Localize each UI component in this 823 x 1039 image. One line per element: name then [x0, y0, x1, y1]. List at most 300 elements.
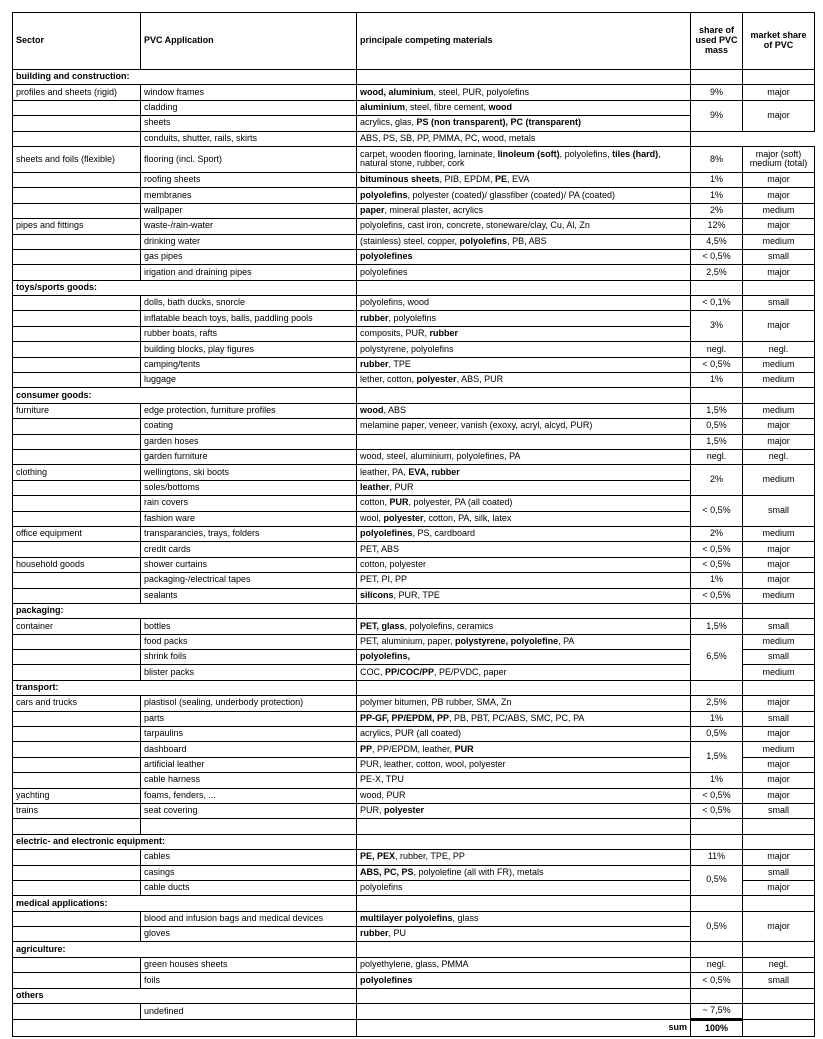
market-cell: major — [743, 265, 815, 280]
share-cell: 1% — [691, 711, 743, 726]
market-cell: medium — [743, 665, 815, 680]
application-cell: parts — [141, 711, 357, 726]
table-row — [13, 973, 815, 988]
material-text: polyester — [416, 374, 457, 385]
share-cell — [691, 834, 743, 849]
sector-cell — [13, 1004, 141, 1020]
materials-cell — [357, 511, 691, 526]
material-text: PE — [495, 174, 508, 185]
material-text: , polyolefins, — [559, 148, 613, 159]
market-cell: medium — [743, 203, 815, 218]
sector-cell: household goods — [13, 557, 141, 572]
material-text: , polyolefins, ceramics — [404, 620, 494, 631]
sector-cell — [13, 100, 141, 115]
material-text: PS (non transparent), PC (transparent) — [416, 117, 582, 128]
material-text: leather, PA, — [360, 466, 409, 477]
table-row — [13, 742, 815, 757]
materials-cell — [357, 203, 691, 218]
share-cell: 4,5% — [691, 234, 743, 249]
table-row — [13, 957, 815, 972]
application-cell: camping/tents — [141, 357, 357, 372]
material-text: cotton, polyester — [360, 558, 427, 569]
sector-cell — [13, 449, 141, 464]
material-text: polyester — [384, 805, 425, 816]
sector-cell — [13, 742, 141, 757]
material-text: , glass — [452, 912, 479, 923]
table-row — [13, 342, 815, 357]
materials-cell — [357, 711, 691, 726]
share-cell: 6,5% — [691, 634, 743, 680]
market-cell: small — [743, 711, 815, 726]
share-cell: 2% — [691, 465, 743, 496]
materials-cell — [357, 573, 691, 588]
market-cell — [743, 988, 815, 1003]
material-text: PET, aluminium, paper, — [360, 635, 456, 646]
material-text: , PU — [388, 928, 407, 939]
application-cell: coating — [141, 419, 357, 434]
application-cell: credit cards — [141, 542, 357, 557]
table-row — [13, 573, 815, 588]
market-cell: major — [743, 419, 815, 434]
material-text: polyolefines — [360, 266, 408, 277]
sector-group-row — [13, 280, 815, 295]
header-row — [13, 13, 815, 70]
market-cell: major — [743, 311, 815, 342]
share-cell: 1% — [691, 188, 743, 203]
share-cell — [691, 942, 743, 957]
market-cell — [743, 603, 815, 618]
share-cell: < 0,5% — [691, 803, 743, 818]
table-row — [13, 803, 815, 818]
blank-cell — [141, 819, 357, 834]
material-text: paper — [360, 204, 385, 215]
market-cell: major — [743, 788, 815, 803]
market-cell — [743, 70, 815, 85]
material-text: polyolefins, cast iron, concrete, stoneware/clay, Cu, Al, Zn — [360, 220, 590, 231]
materials-cell — [357, 542, 691, 557]
market-cell: medium — [743, 526, 815, 541]
market-cell: medium — [743, 403, 815, 418]
application-cell: conduits, shutter, rails, skirts — [141, 131, 357, 146]
material-text: PP/COC/PP — [385, 666, 435, 677]
material-text: rubber — [360, 358, 389, 369]
share-cell: 12% — [691, 219, 743, 234]
materials-cell — [357, 146, 691, 172]
table-row — [13, 373, 815, 388]
application-cell: sheets — [141, 116, 357, 131]
application-cell: packaging-/electrical tapes — [141, 573, 357, 588]
share-cell — [691, 388, 743, 403]
share-cell: < 0,5% — [691, 973, 743, 988]
application-cell: green houses sheets — [141, 957, 357, 972]
table-row — [13, 219, 815, 234]
materials-cell — [357, 911, 691, 926]
materials-cell — [357, 449, 691, 464]
sector-group-label: agriculture: — [13, 942, 357, 957]
share-cell: 2% — [691, 526, 743, 541]
sector-cell: office equipment — [13, 526, 141, 541]
share-cell: 0,5% — [691, 419, 743, 434]
material-text: , PUR, TPE — [393, 589, 440, 600]
blank-cell — [691, 819, 743, 834]
material-text: (stainless) steel, copper, — [360, 235, 460, 246]
sector-cell — [13, 265, 141, 280]
market-cell: small — [743, 296, 815, 311]
share-cell: 2% — [691, 203, 743, 218]
market-cell — [743, 942, 815, 957]
materials-cell — [357, 757, 691, 772]
table-row — [13, 203, 815, 218]
market-cell: medium — [743, 634, 815, 649]
material-text: rubber — [429, 328, 459, 339]
material-text: PUR — [454, 743, 474, 754]
material-text: EVA, rubber — [408, 466, 460, 477]
sector-cell: pipes and fittings — [13, 219, 141, 234]
share-cell: 11% — [691, 850, 743, 865]
market-cell: major — [743, 542, 815, 557]
sector-cell — [13, 865, 141, 880]
table-row — [13, 634, 815, 649]
application-cell: foils — [141, 973, 357, 988]
material-text: composits, PUR, — [360, 328, 430, 339]
materials-cell — [357, 311, 691, 326]
application-cell: rubber boats, rafts — [141, 326, 357, 341]
materials-cell — [357, 465, 691, 480]
materials-cell — [357, 172, 691, 187]
market-cell — [743, 680, 815, 695]
share-cell: < 0,5% — [691, 542, 743, 557]
share-cell — [691, 70, 743, 85]
materials-cell — [357, 634, 691, 649]
sector-cell — [13, 373, 141, 388]
header-application: PVC Application — [141, 13, 357, 70]
market-cell: major — [743, 100, 815, 131]
materials-cell — [357, 896, 691, 911]
table-row — [13, 311, 815, 326]
table-row — [13, 419, 815, 434]
share-cell: < 0,5% — [691, 357, 743, 372]
materials-cell — [357, 1004, 691, 1020]
application-cell: wellingtons, ski boots — [141, 465, 357, 480]
materials-cell — [357, 388, 691, 403]
material-text: , ABS — [383, 405, 407, 416]
material-text: multilayer polyolefins — [360, 912, 453, 923]
material-text: polyethylene, glass, PMMA — [360, 959, 469, 970]
materials-cell — [357, 70, 691, 85]
material-text: wood — [488, 102, 513, 113]
table-body — [13, 70, 815, 1037]
sum-value: 100% — [691, 1020, 743, 1036]
materials-cell — [357, 850, 691, 865]
application-cell: building blocks, play figures — [141, 342, 357, 357]
table-row — [13, 146, 815, 172]
material-text: , mineral plaster, acrylics — [384, 204, 484, 215]
pvc-applications-table — [12, 12, 815, 1037]
share-cell: 1,5% — [691, 403, 743, 418]
sector-cell: sheets and foils (flexible) — [13, 146, 141, 172]
application-cell: window frames — [141, 85, 357, 100]
material-text: aluminium — [360, 102, 406, 113]
sector-cell: furniture — [13, 403, 141, 418]
material-text: polyolefines — [360, 528, 413, 539]
sector-cell — [13, 634, 141, 649]
material-text: , cotton, PA, silk, latex — [423, 512, 512, 523]
application-cell: irigation and draining pipes — [141, 265, 357, 280]
share-cell: < 0,5% — [691, 557, 743, 572]
materials-cell — [357, 116, 691, 131]
header-sector: Sector — [13, 13, 141, 70]
material-text: polyolefins, wood — [360, 297, 430, 308]
material-text: , rubber, TPE, PP — [395, 851, 465, 862]
sector-cell — [13, 296, 141, 311]
share-cell: 1,5% — [691, 619, 743, 634]
market-cell — [743, 280, 815, 295]
sector-group-label: medical applications: — [13, 896, 357, 911]
share-cell: 0,5% — [691, 727, 743, 742]
material-text: PET, ABS — [360, 543, 400, 554]
materials-cell — [357, 680, 691, 695]
material-text: , polyester (coated)/ glassfiber (coated)/ PA (coated) — [407, 189, 615, 200]
table-row — [13, 234, 815, 249]
table-row — [13, 296, 815, 311]
share-cell: 2,5% — [691, 265, 743, 280]
sector-cell — [13, 711, 141, 726]
materials-cell — [357, 603, 691, 618]
materials-cell — [357, 665, 691, 680]
share-cell: 9% — [691, 85, 743, 100]
material-text: linoleum (soft) — [497, 148, 560, 159]
market-cell — [743, 834, 815, 849]
sector-cell — [13, 203, 141, 218]
material-text: wood, PUR — [360, 789, 406, 800]
sector-cell — [13, 927, 141, 942]
material-text: polyolefins, — [360, 651, 411, 662]
sector-group-label: others — [13, 988, 357, 1003]
market-cell: major — [743, 434, 815, 449]
material-text: rubber — [360, 312, 389, 323]
table-row — [13, 496, 815, 511]
share-cell — [691, 680, 743, 695]
sector-cell — [13, 973, 141, 988]
application-cell: waste-/rain-water — [141, 219, 357, 234]
application-cell: garden hoses — [141, 434, 357, 449]
application-cell: blood and infusion bags and medical devices — [141, 911, 357, 926]
market-cell: medium — [743, 588, 815, 603]
application-cell: food packs — [141, 634, 357, 649]
application-cell: drinking water — [141, 234, 357, 249]
materials-cell — [357, 957, 691, 972]
materials-cell — [357, 834, 691, 849]
sum-label: sum — [357, 1020, 691, 1036]
blank-row — [13, 819, 815, 834]
application-cell: artificial leather — [141, 757, 357, 772]
material-text: PP — [360, 743, 373, 754]
application-cell: cables — [141, 850, 357, 865]
materials-cell — [357, 880, 691, 895]
materials-cell — [357, 973, 691, 988]
sector-cell — [13, 773, 141, 788]
application-cell: wallpaper — [141, 203, 357, 218]
application-cell: soles/bottoms — [141, 480, 357, 495]
sector-cell — [13, 188, 141, 203]
materials-cell — [357, 803, 691, 818]
market-cell: major — [743, 219, 815, 234]
market-cell: major — [743, 573, 815, 588]
table-row — [13, 265, 815, 280]
material-text: cotton, — [360, 497, 390, 508]
application-cell: luggage — [141, 373, 357, 388]
market-cell: medium — [743, 357, 815, 372]
table-row — [13, 788, 815, 803]
materials-cell — [357, 403, 691, 418]
materials-cell — [357, 480, 691, 495]
table-row — [13, 131, 815, 146]
material-text: polyester — [383, 512, 424, 523]
material-text: , PA — [558, 635, 575, 646]
application-cell: blister packs — [141, 665, 357, 680]
table-row — [13, 557, 815, 572]
sector-cell: profiles and sheets (rigid) — [13, 85, 141, 100]
material-text: , PUR — [389, 482, 414, 493]
material-text: melamine paper, veneer, vanish (exoxy, acryl, alcyd, PUR) — [360, 420, 593, 431]
material-text: polyolefines — [360, 251, 413, 262]
material-text: bituminous sheets — [360, 174, 440, 185]
application-cell: garden furniture — [141, 449, 357, 464]
material-text: polyolefins — [459, 235, 508, 246]
material-text: PE, PEX — [360, 851, 396, 862]
market-cell: negl. — [743, 342, 815, 357]
sector-cell — [13, 542, 141, 557]
material-text: , PP/EPDM, leather, — [372, 743, 455, 754]
table-row — [13, 1004, 815, 1020]
table-row — [13, 588, 815, 603]
market-cell: medium — [743, 373, 815, 388]
share-cell: < 0,5% — [691, 788, 743, 803]
market-cell: medium — [743, 234, 815, 249]
market-cell: small — [743, 865, 815, 880]
application-cell: casings — [141, 865, 357, 880]
application-cell: roofing sheets — [141, 172, 357, 187]
sector-group-row — [13, 896, 815, 911]
materials-cell — [357, 650, 691, 665]
application-cell: rain covers — [141, 496, 357, 511]
market-cell: major (soft) medium (total) — [743, 146, 815, 172]
application-cell: transparancies, trays, folders — [141, 526, 357, 541]
material-text: polyolefines — [360, 974, 413, 985]
application-cell: cable harness — [141, 773, 357, 788]
materials-cell — [357, 357, 691, 372]
sector-cell — [13, 665, 141, 680]
sector-cell — [13, 434, 141, 449]
share-cell — [691, 603, 743, 618]
application-cell: seat covering — [141, 803, 357, 818]
sector-cell: clothing — [13, 465, 141, 480]
blank-cell — [743, 819, 815, 834]
header-share: share of used PVC mass — [691, 13, 743, 70]
market-cell: small — [743, 619, 815, 634]
application-cell: cladding — [141, 100, 357, 115]
sector-cell — [13, 480, 141, 495]
sector-group-label: electric- and electronic equipment: — [13, 834, 357, 849]
sector-cell — [13, 757, 141, 772]
table-row — [13, 188, 815, 203]
sector-cell — [13, 357, 141, 372]
application-cell: undefined — [141, 1004, 357, 1020]
materials-cell — [357, 588, 691, 603]
table-row — [13, 696, 815, 711]
blank-cell — [357, 819, 691, 834]
material-text: ABS, PC, PS — [360, 866, 414, 877]
sector-group-label: toys/sports goods: — [13, 280, 357, 295]
table-row — [13, 465, 815, 480]
material-text: , ABS, PUR — [456, 374, 504, 385]
market-cell: major — [743, 757, 815, 772]
share-cell: 0,5% — [691, 865, 743, 896]
market-cell: major — [743, 880, 815, 895]
market-cell: major — [743, 696, 815, 711]
material-text: PET, glass — [360, 620, 405, 631]
sector-cell — [13, 342, 141, 357]
application-cell: flooring (incl. Sport) — [141, 146, 357, 172]
sector-cell: container — [13, 619, 141, 634]
sector-cell — [13, 573, 141, 588]
market-cell: negl. — [743, 957, 815, 972]
market-cell — [743, 896, 815, 911]
application-cell: bottles — [141, 619, 357, 634]
material-text: PP-GF, PP/EPDM, PP — [360, 712, 450, 723]
table-row — [13, 850, 815, 865]
material-text: leather — [360, 482, 390, 493]
share-cell: 8% — [691, 146, 743, 172]
share-cell: < 0,1% — [691, 296, 743, 311]
table-row — [13, 85, 815, 100]
material-text: , steel, PUR, polyolefins — [433, 86, 530, 97]
material-text: , PS, cardboard — [412, 528, 476, 539]
application-cell: gas pipes — [141, 249, 357, 264]
share-cell: < 0,5% — [691, 249, 743, 264]
share-cell: 0,5% — [691, 911, 743, 942]
table-row — [13, 249, 815, 264]
share-cell: ~ 7,5% — [691, 1004, 743, 1020]
application-cell: sealants — [141, 588, 357, 603]
share-cell: 1,5% — [691, 742, 743, 773]
materials-cell — [357, 419, 691, 434]
materials-cell — [357, 85, 691, 100]
materials-cell — [357, 100, 691, 115]
market-cell: negl. — [743, 449, 815, 464]
materials-cell — [357, 265, 691, 280]
market-cell: major — [743, 911, 815, 942]
share-cell: 9% — [691, 100, 743, 131]
materials-cell — [357, 131, 691, 146]
sector-cell — [13, 131, 141, 146]
share-cell: negl. — [691, 957, 743, 972]
market-cell — [743, 1004, 815, 1020]
material-text: COC, — [360, 666, 386, 677]
market-cell: medium — [743, 465, 815, 496]
table-row — [13, 542, 815, 557]
materials-cell — [357, 234, 691, 249]
material-text: rubber — [360, 928, 389, 939]
table-row — [13, 434, 815, 449]
header-market: market share of PVC — [743, 13, 815, 70]
material-text: , steel, fibre cement, — [405, 102, 489, 113]
materials-cell — [357, 434, 691, 449]
sector-cell — [13, 311, 141, 326]
application-cell: cable ducts — [141, 880, 357, 895]
sector-cell — [13, 880, 141, 895]
material-text: wool, — [360, 512, 384, 523]
